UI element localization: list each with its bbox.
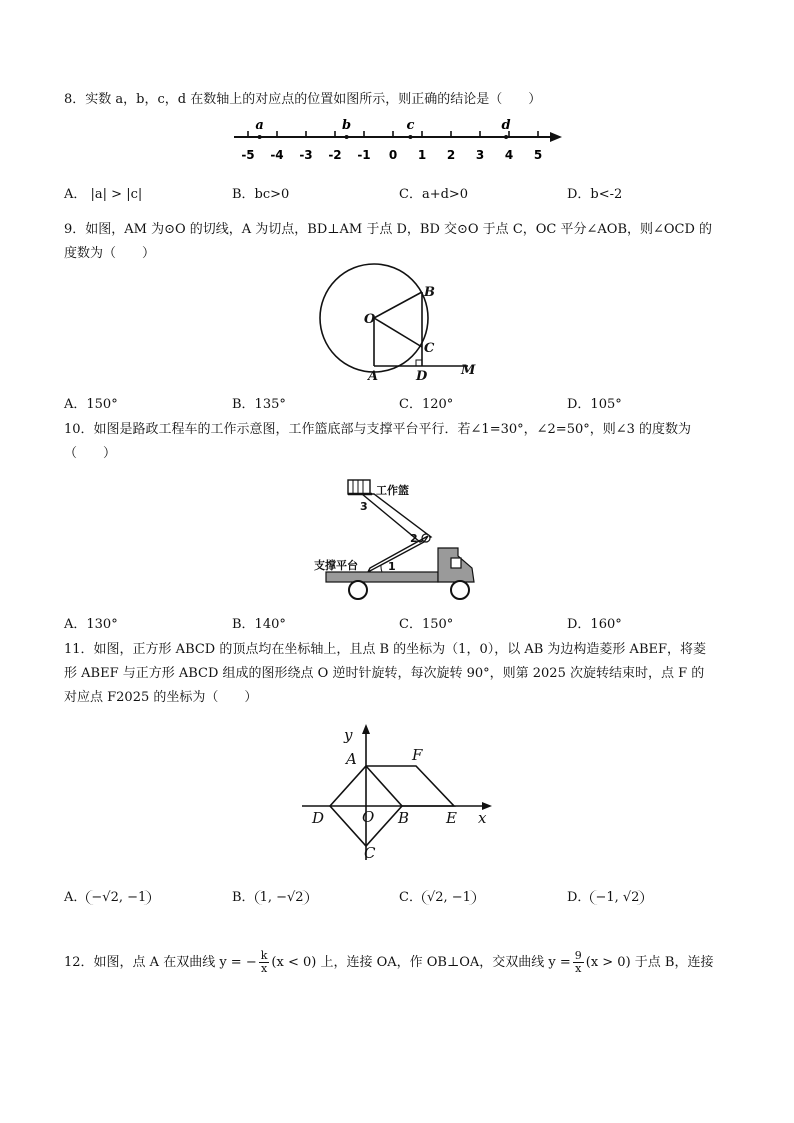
number-line-point-label: a xyxy=(255,118,264,133)
question-8-options xyxy=(64,183,734,207)
option-8a-expr: |a| > |c| xyxy=(90,187,143,202)
number-line-point-label: b xyxy=(342,118,352,133)
label-M: M xyxy=(461,363,476,378)
question-10-line1: 10．如图是路政工程车的工作示意图，工作篮底部与支撑平台平行．若∠1=30°，∠2=50°，则∠3 的度数为 xyxy=(64,422,692,437)
option-9c[interactable]: C．120° xyxy=(399,397,454,412)
label-angle-3: 3 xyxy=(360,500,368,513)
number-line-tick-label: -3 xyxy=(299,148,313,162)
label-F: F xyxy=(412,746,423,764)
option-11b[interactable]: B． 1, −√2 xyxy=(232,886,309,905)
option-10c[interactable]: C．150° xyxy=(399,617,454,632)
option-11d[interactable]: D． −1, √2 xyxy=(567,886,644,905)
option-9d[interactable]: D．105° xyxy=(567,397,622,412)
option-10a[interactable]: A．130° xyxy=(64,617,118,632)
label-A: A xyxy=(368,369,379,384)
label-B11: B xyxy=(398,809,410,827)
number-line-point-label: d xyxy=(501,118,511,133)
option-8c[interactable]: C．a+d>0 xyxy=(399,187,469,202)
number-line-tick-label: 3 xyxy=(475,148,485,162)
number-line-tick-label: 0 xyxy=(388,148,398,162)
label-basket: 工作篮 xyxy=(376,484,409,497)
label-O: O xyxy=(364,312,376,327)
question-11-options xyxy=(64,886,734,910)
option-11c-expr: √2, −1 xyxy=(422,890,476,905)
question-11-line2: 形 ABEF 与正方形 ABCD 组成的图形绕点 O 逆时针旋转，每次旋转 90°，则第 2025 次旋转结束时，点 F 的 xyxy=(64,666,705,681)
option-10b[interactable]: B．140° xyxy=(232,617,286,632)
label-E: E xyxy=(446,809,457,827)
number-line-point xyxy=(408,135,412,139)
number-line-tick-label: -2 xyxy=(328,148,342,162)
question-12-mid1: (x < 0) 上，连接 OA，作 OB⊥OA，交双曲线 y = xyxy=(271,955,571,970)
number-line-figure xyxy=(228,118,568,168)
label-D: D xyxy=(416,369,428,384)
label-D11: D xyxy=(312,809,325,827)
truck-figure xyxy=(312,472,490,604)
question-10-line2: （ ） xyxy=(64,446,117,461)
option-8d[interactable]: D．b<-2 xyxy=(567,187,623,202)
number-line-tick-label: 4 xyxy=(504,148,514,162)
number-line-tick-label: 2 xyxy=(446,148,456,162)
label-C: C xyxy=(424,341,435,356)
label-angle-2: 2 xyxy=(410,532,418,545)
option-9b[interactable]: B．135° xyxy=(232,397,286,412)
option-8b[interactable]: B．bc>0 xyxy=(232,187,290,202)
number-line-tick-label: -4 xyxy=(270,148,284,162)
number-line-point xyxy=(345,135,349,139)
fraction-9-over-x: $\frac{9}{x}$ xyxy=(574,949,582,975)
number-line-point xyxy=(504,135,508,139)
fraction-k-over-x: $\frac{k}{x}$ xyxy=(260,949,268,975)
question-9-stem xyxy=(64,218,734,266)
question-11-line1: 11．如图，正方形 ABCD 的顶点均在坐标轴上，且点 B 的坐标为（1，0），以 AB 为边构造菱形 ABEF，将菱 xyxy=(64,642,707,657)
label-platform: 支撑平台 xyxy=(314,559,358,572)
label-A11: A xyxy=(346,750,357,768)
option-11d-expr: −1, √2 xyxy=(590,890,644,905)
number-line-tick-label: 5 xyxy=(533,148,543,162)
label-angle-1: 1 xyxy=(388,560,396,573)
question-11-stem xyxy=(64,638,734,710)
number-line-point-label: c xyxy=(406,118,415,133)
option-9a[interactable]: A．150° xyxy=(64,397,118,412)
label-y: y xyxy=(344,726,353,744)
question-11-line3: 对应点 F2025 的坐标为（ ） xyxy=(64,690,258,705)
number-line-tick-label: -5 xyxy=(241,148,255,162)
option-10d[interactable]: D．160° xyxy=(567,617,622,632)
number-line-tick-label: -1 xyxy=(357,148,371,162)
option-11b-expr: 1, −√2 xyxy=(255,890,309,905)
question-10-options xyxy=(64,613,734,637)
circle-tangent-figure xyxy=(318,262,488,386)
question-9-line1: 9．如图，AM 为⊙O 的切线，A 为切点，BD⊥AM 于点 D，BD 交⊙O 于点 C，OC 平分∠AOB，则∠OCD 的 xyxy=(64,222,713,237)
question-10-stem xyxy=(64,418,734,466)
number-line-point xyxy=(258,135,262,139)
label-O11: O xyxy=(362,808,375,826)
square-rhombus-figure xyxy=(298,722,498,864)
label-C11: C xyxy=(364,844,376,862)
question-12-stem xyxy=(64,948,734,978)
label-B: B xyxy=(424,285,435,300)
question-8-stem: 8．实数 a，b，c，d 在数轴上的对应点的位置如图所示，则正确的结论是（ ） xyxy=(64,92,542,107)
label-x: x xyxy=(478,809,487,827)
option-11a[interactable]: A． −√2, −1 xyxy=(64,886,151,905)
question-9-line2: 度数为（ ） xyxy=(64,246,156,261)
option-8a[interactable]: A． |a| > |c| xyxy=(64,187,143,202)
option-11c[interactable]: C． √2, −1 xyxy=(399,886,476,905)
question-12-prefix: 12．如图，点 A 在双曲线 y = − xyxy=(64,955,257,970)
question-12-mid2: (x > 0) 于点 B，连接 xyxy=(585,955,714,970)
question-9-options xyxy=(64,393,734,417)
number-line-tick-label: 1 xyxy=(417,148,427,162)
option-11a-expr: −√2, −1 xyxy=(86,890,151,905)
